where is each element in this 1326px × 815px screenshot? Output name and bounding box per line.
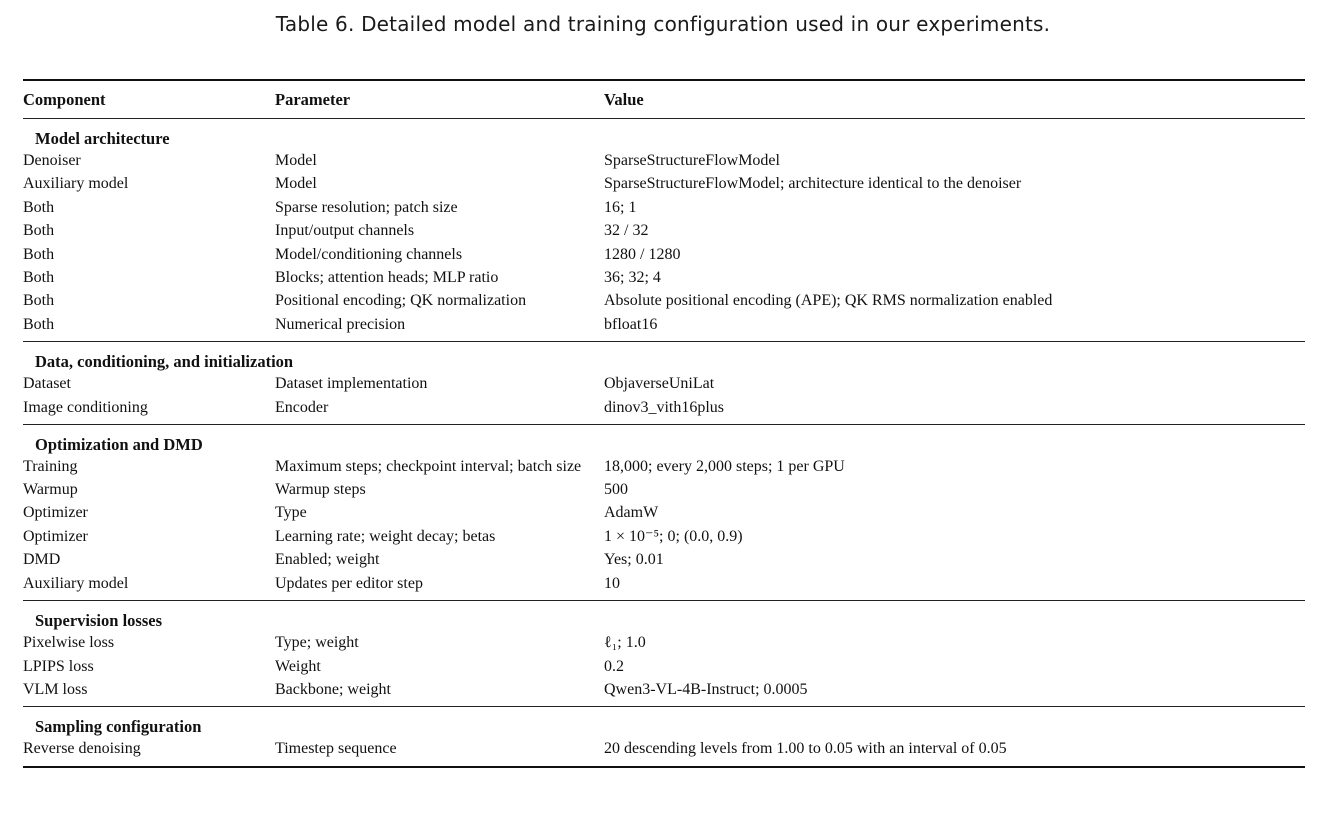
cell-value: 20 descending levels from 1.00 to 0.05 with an interval of 0.05 — [604, 740, 1007, 758]
cell-value: 16; 1 — [604, 198, 637, 216]
table-row — [23, 678, 1305, 701]
section-title: Data, conditioning, and initialization — [35, 352, 294, 372]
table-section — [23, 434, 1305, 600]
table-row — [23, 548, 1305, 571]
table-row — [23, 572, 1305, 595]
table-row — [23, 172, 1305, 195]
cell-value: SparseStructureFlowModel — [604, 152, 780, 169]
cell-component: Denoiser — [23, 152, 81, 169]
cell-component: Warmup — [23, 481, 78, 499]
table-section — [23, 351, 1305, 424]
cell-component: Pixelwise loss — [23, 634, 115, 652]
cell-parameter: Input/output channels — [275, 222, 415, 240]
table-caption: Table 6. Detailed model and training configuration used in our experiments. — [275, 12, 1051, 36]
cell-parameter: Model/conditioning channels — [275, 245, 463, 263]
cell-parameter: Positional encoding; QK normalization — [275, 292, 527, 310]
cell-value: SparseStructureFlowModel; architecture identical to the denoiser — [604, 175, 1022, 193]
cell-component: Auxiliary model — [23, 574, 129, 592]
cell-component: Both — [23, 292, 55, 310]
cell-parameter: Encoder — [275, 398, 329, 416]
table-row — [23, 525, 1305, 548]
cell-component: Training — [23, 458, 78, 476]
cell-value: 500 — [604, 481, 628, 499]
header-rule — [23, 118, 1305, 119]
table-row — [23, 266, 1305, 289]
cell-component: Both — [23, 245, 55, 263]
cell-parameter: Dataset implementation — [275, 375, 428, 393]
cell-component: Image conditioning — [23, 398, 148, 416]
cell-component: Optimizer — [23, 527, 88, 545]
header-parameter: Parameter — [275, 89, 351, 109]
cell-value: Qwen3-VL-4B-Instruct; 0.0005 — [604, 680, 808, 698]
cell-value: 10 — [604, 574, 620, 592]
cell-parameter: Numerical precision — [275, 315, 406, 333]
cell-component: Both — [23, 222, 55, 240]
table-section — [23, 128, 1305, 341]
cell-parameter: Enabled; weight — [275, 551, 380, 569]
config-table — [23, 79, 1305, 768]
cell-parameter: Model — [275, 152, 317, 169]
section-title: Sampling configuration — [35, 717, 202, 737]
cell-component: Auxiliary model — [23, 175, 129, 193]
cell-component: VLM loss — [23, 680, 88, 698]
table-row — [23, 149, 1305, 172]
table-row — [23, 655, 1305, 678]
cell-parameter: Timestep sequence — [275, 740, 397, 758]
cell-parameter: Sparse resolution; patch size — [275, 198, 458, 216]
cell-value: 36; 32; 4 — [604, 269, 661, 287]
cell-value: Yes; 0.01 — [604, 551, 664, 569]
section-title: Optimization and DMD — [35, 435, 203, 455]
table-row — [23, 196, 1305, 219]
section-rule — [23, 600, 1305, 601]
header-component: Component — [23, 89, 106, 109]
cell-value: AdamW — [604, 504, 659, 522]
table-section — [23, 716, 1305, 765]
table-row — [23, 372, 1305, 395]
cell-parameter: Maximum steps; checkpoint interval; batch size — [275, 458, 582, 476]
table-row — [23, 455, 1305, 478]
cell-parameter: Updates per editor step — [275, 574, 423, 592]
table-row — [23, 737, 1305, 760]
cell-component: Reverse denoising — [23, 740, 141, 758]
cell-value: 32 / 32 — [604, 222, 649, 240]
section-rule — [23, 706, 1305, 707]
cell-value: Absolute positional encoding (APE); QK RMS normalization enabled — [604, 292, 1053, 310]
table-row — [23, 396, 1305, 419]
table-section — [23, 610, 1305, 706]
header-value: Value — [604, 89, 644, 109]
section-rule — [23, 424, 1305, 425]
cell-parameter: Blocks; attention heads; MLP ratio — [275, 269, 499, 287]
cell-parameter: Type — [275, 504, 307, 522]
section-title: Supervision losses — [35, 611, 162, 631]
cell-component: Optimizer — [23, 504, 88, 522]
cell-value: dinov3_vith16plus — [604, 398, 725, 416]
cell-component: DMD — [23, 551, 61, 569]
cell-value: bfloat16 — [604, 315, 658, 333]
table-body — [23, 128, 1305, 766]
table-header-row — [23, 81, 1305, 118]
cell-parameter: Warmup steps — [275, 481, 366, 499]
cell-component: Both — [23, 269, 55, 287]
table-row — [23, 313, 1305, 336]
cell-value: ObjaverseUniLat — [604, 375, 715, 393]
table-row — [23, 631, 1305, 654]
cell-value: ℓ₁; 1.0 — [604, 634, 646, 652]
cell-parameter: Learning rate; weight decay; betas — [275, 527, 496, 545]
table-row — [23, 243, 1305, 266]
table-row — [23, 501, 1305, 524]
section-title: Model architecture — [35, 129, 170, 148]
cell-component: Both — [23, 315, 55, 333]
cell-component: Both — [23, 198, 55, 216]
cell-component: Dataset — [23, 375, 71, 393]
table-row — [23, 219, 1305, 242]
bottom-rule — [23, 766, 1305, 768]
table-row — [23, 289, 1305, 312]
cell-value: 1 × 10⁻⁵; 0; (0.0, 0.9) — [604, 527, 743, 545]
cell-parameter: Type; weight — [275, 634, 359, 652]
cell-value: 1280 / 1280 — [604, 245, 681, 263]
table-row — [23, 478, 1305, 501]
cell-value: 0.2 — [604, 657, 624, 675]
cell-value: 18,000; every 2,000 steps; 1 per GPU — [604, 458, 845, 476]
section-rule — [23, 341, 1305, 342]
cell-parameter: Backbone; weight — [275, 680, 391, 698]
cell-component: LPIPS loss — [23, 657, 94, 675]
cell-parameter: Model — [275, 175, 317, 193]
cell-parameter: Weight — [275, 657, 321, 675]
